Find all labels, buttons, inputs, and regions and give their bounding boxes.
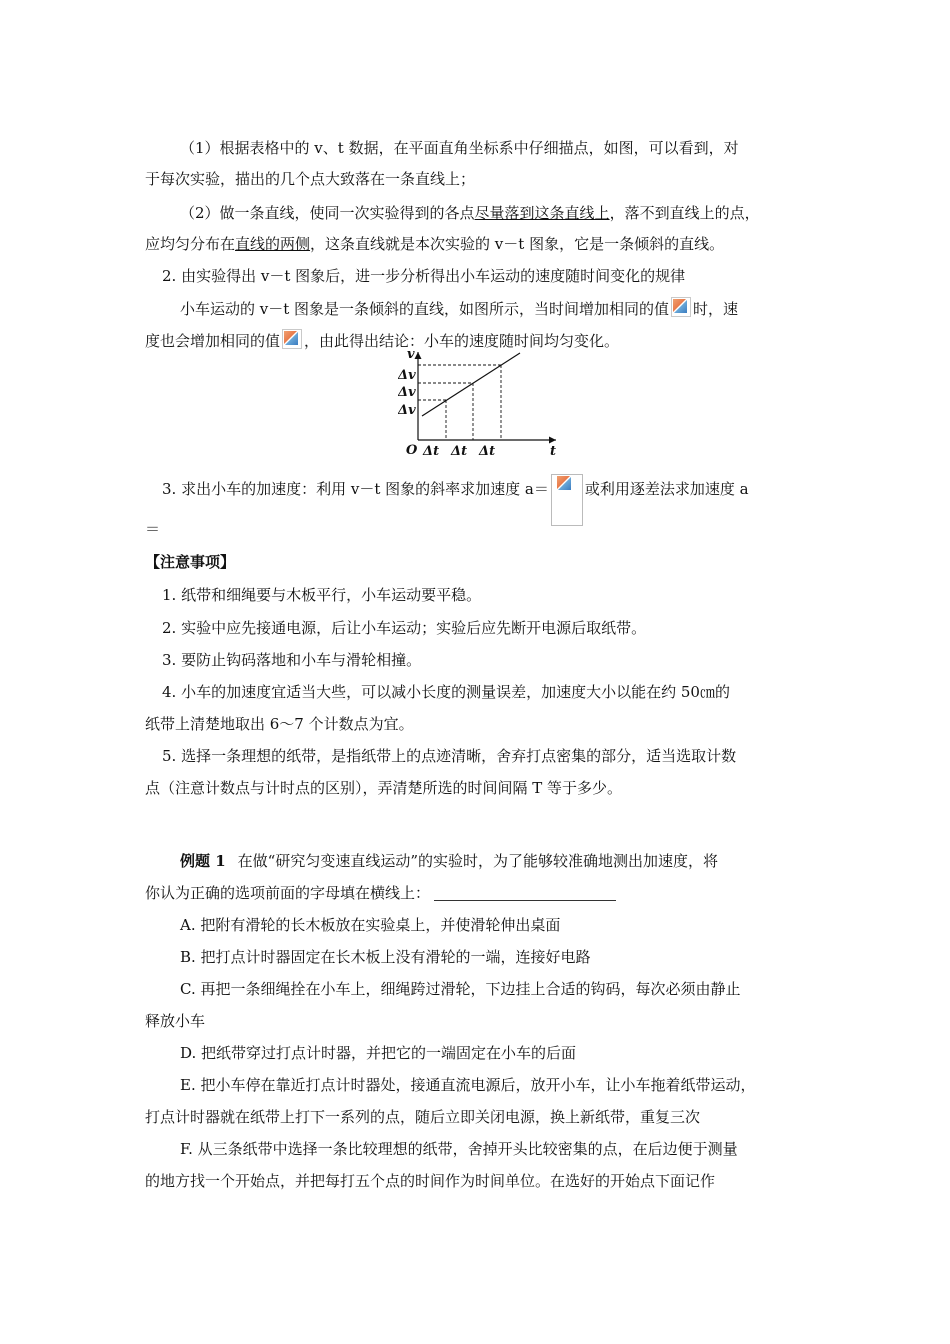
text: 应均匀分布在 [145, 235, 236, 253]
dv-label-2: Δv [398, 385, 416, 400]
note-4: 4. 小车的加速度宜适当大些，可以减小长度的测量误差，加速度大小以能在约 50㎝的 [162, 683, 730, 701]
answer-blank[interactable] [434, 886, 616, 901]
text: 或利用逐差法求加速度 a [584, 480, 749, 498]
text: ，落不到直线上的点， [609, 204, 760, 222]
dv-label-3: Δv [398, 368, 416, 383]
dv-label-1: Δv [398, 403, 416, 418]
v-axis-label: v [407, 348, 415, 362]
paragraph-3-line-1 [180, 297, 810, 319]
example-label: 例题 1 [180, 852, 226, 870]
guide-lines [418, 365, 501, 440]
option-f-cont: 的地方找一个开始点，并把每打五个点的时间作为时间单位。在选好的开始点下面记作 [145, 1172, 716, 1190]
notes-title: 【注意事项】 [145, 553, 236, 571]
paragraph-1-line-1: （1）根据表格中的 v、t 数据，在平面直角坐标系中仔细描点，如图，可以看到，对 [180, 139, 739, 157]
example-text: 在做“研究匀变速直线运动”的实验时，为了能够较准确地测出加速度，将 [237, 852, 719, 870]
note-1: 1. 纸带和细绳要与木板平行，小车运动要平稳。 [162, 586, 482, 604]
option-e-cont: 打点计时器就在纸带上打下一系列的点，随后立即关闭电源，换上新纸带，重复三次 [145, 1108, 701, 1126]
formula-image-icon [556, 475, 574, 493]
option-d: D. 把纸带穿过打点计时器，并把它的一端固定在小车的后面 [180, 1044, 577, 1062]
dt-label-2: Δt [451, 444, 468, 459]
note-3: 3. 要防止钩码落地和小车与滑轮相撞。 [162, 651, 422, 669]
option-a: A. 把附有滑轮的长木板放在实验桌上，并使滑轮伸出桌面 [180, 916, 561, 934]
vt-line [422, 353, 520, 416]
example-line-2 [145, 883, 810, 903]
option-b: B. 把打点计时器固定在长木板上没有滑轮的一端，连接好电路 [180, 948, 591, 966]
option-f: F. 从三条纸带中选择一条比较理想的纸带，舍掉开头比较密集的点，在后边便于测量 [180, 1140, 738, 1158]
option-c-cont: 释放小车 [145, 1012, 206, 1030]
underlined-text: 尽量落到这条直线上 [474, 204, 610, 222]
text: ，由此得出结论：小车的速度随时间均匀变化。 [304, 332, 620, 350]
paragraph-2-line-2 [145, 234, 810, 254]
formula-image-icon [671, 297, 691, 317]
note-5-cont: 点（注意计数点与计时点的区别），弄清楚所选的时间间隔 T 等于多少。 [145, 779, 623, 797]
text: 3. 求出小车的加速度：利用 v－t 图象的斜率求加速度 a＝ [162, 480, 549, 498]
text: 度也会增加相同的值 [145, 332, 281, 350]
paragraph-2-line-1 [180, 203, 810, 223]
dt-label-1: Δt [423, 444, 440, 459]
option-e: E. 把小车停在靠近打点计时器处，接通直流电源后，放开小车，让小车拖着纸带运动， [180, 1076, 756, 1094]
text: 小车运动的 v－t 图象是一条倾斜的直线，如图所示，当时间增加相同的值 [180, 300, 670, 318]
dt-label-3: Δt [479, 444, 496, 459]
item-2: 2. 由实验得出 v－t 图象后，进一步分析得出小车运动的速度随时间变化的规律 [162, 267, 686, 285]
text: 时，速 [693, 300, 739, 318]
note-4-cont: 纸带上清楚地取出 6～7 个计数点为宜。 [145, 715, 414, 733]
note-2: 2. 实验中应先接通电源，后让小车运动；实验后应先断开电源后取纸带。 [162, 619, 647, 637]
option-c: C. 再把一条细绳拴在小车上，细绳跨过滑轮，下边挂上合适的钩码，每次必须由静止 [180, 980, 741, 998]
origin-label: O [406, 443, 418, 458]
t-axis-label: t [550, 444, 557, 459]
paragraph-1-line-2: 于每次实验，描出的几个点大致落在一条直线上； [145, 170, 476, 188]
text: （2）做一条直线，使同一次实验得到的各点 [180, 204, 475, 222]
example-heading [180, 851, 810, 871]
formula-image-icon [282, 329, 302, 349]
text: 你认为正确的选项前面的字母填在横线上： [145, 884, 431, 902]
note-5: 5. 选择一条理想的纸带，是指纸带上的点迹清晰，舍弃打点密集的部分，适当选取计数 [162, 747, 737, 765]
text: ，这条直线就是本次实验的 v－t 图象，它是一条倾斜的直线。 [310, 235, 725, 253]
underlined-text: 直线的两侧 [235, 235, 311, 253]
vt-graph [398, 348, 563, 460]
item-3-equals: ＝ [145, 520, 161, 538]
